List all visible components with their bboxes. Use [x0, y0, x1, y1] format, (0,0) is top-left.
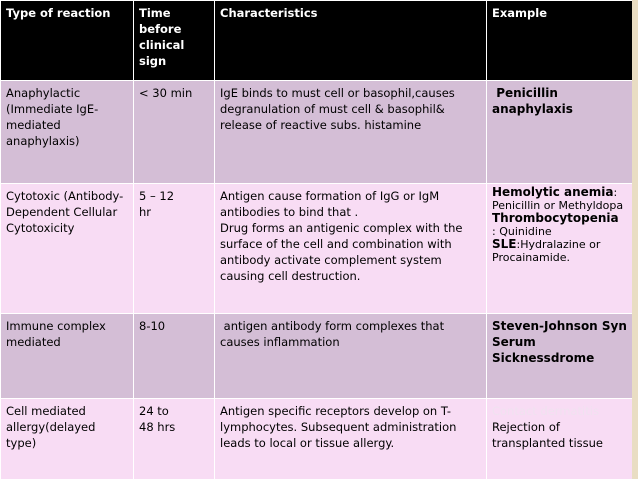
cell-time: 5 – 12 hr: [134, 184, 215, 314]
example-serum-sickness: Serum Sicknessdrome: [492, 335, 595, 365]
cell-example: [487, 314, 633, 399]
table-row: [1, 81, 633, 184]
cell-example: [487, 399, 633, 479]
thrombocytopenia-label: Thrombocytopenia: [492, 211, 619, 225]
table-header-row: [1, 1, 633, 81]
table-row: [1, 399, 633, 479]
cell-type: Cytotoxic (Antibody-Dependent Cellular Cytotoxicity: [1, 184, 134, 314]
thrombocytopenia-drugs: : Quinidine: [492, 225, 552, 238]
sle-label: SLE: [492, 237, 517, 251]
characteristics-line-1: Antigen cause formation of IgG or IgM antibodies to bind that .: [220, 189, 440, 219]
hemolytic-drugs: Penicillin or Methyldopa: [492, 199, 624, 212]
characteristics-line-2: Drug forms an antigenic complex with the surface of the cell and combination with antibody activate complement system causing cell destruction.: [220, 221, 463, 283]
cell-characteristics: IgE binds to must cell or basophil,causes degranulation of must cell & basophil& release of reactive subs. histamine: [215, 81, 487, 184]
example-contact-dermatitis: Contact dermatitis: [492, 404, 599, 418]
cell-type: Cell mediated allergy(delayed type): [1, 399, 134, 479]
table-row: [1, 184, 633, 314]
cell-time: 24 to 48 hrs: [134, 399, 215, 479]
cell-example: [487, 184, 633, 314]
example-transplant-rejection: Rejection of transplanted tissue: [492, 420, 603, 450]
sle-drugs: :Hydralazine or Procainamide.: [492, 238, 601, 264]
header-type: Type of reaction: [1, 1, 134, 81]
table-row: [1, 314, 633, 399]
cell-characteristics: [215, 184, 487, 314]
header-time: Time before clinical sign: [134, 1, 215, 81]
hemolytic-colon: :: [613, 186, 618, 199]
cell-characteristics: antigen antibody form complexes that causes inflammation: [215, 314, 487, 399]
cell-time: < 30 min: [134, 81, 215, 184]
header-example: Example: [487, 1, 633, 81]
example-steven-johnson: Steven-Johnson Syn: [492, 319, 627, 333]
header-characteristics: Characteristics: [215, 1, 487, 81]
cell-type: Anaphylactic (Immediate IgE-mediated anaphylaxis): [1, 81, 134, 184]
cell-characteristics: Antigen specific receptors develop on T-lymphocytes. Subsequent administration leads to local or tissue allergy.: [215, 399, 487, 479]
cell-type: Immune complex mediated: [1, 314, 134, 399]
cell-example: Penicillin anaphylaxis: [487, 81, 633, 184]
hemolytic-anemia-label: Hemolytic anemia: [492, 185, 614, 199]
cell-time: 8-10: [134, 314, 215, 399]
